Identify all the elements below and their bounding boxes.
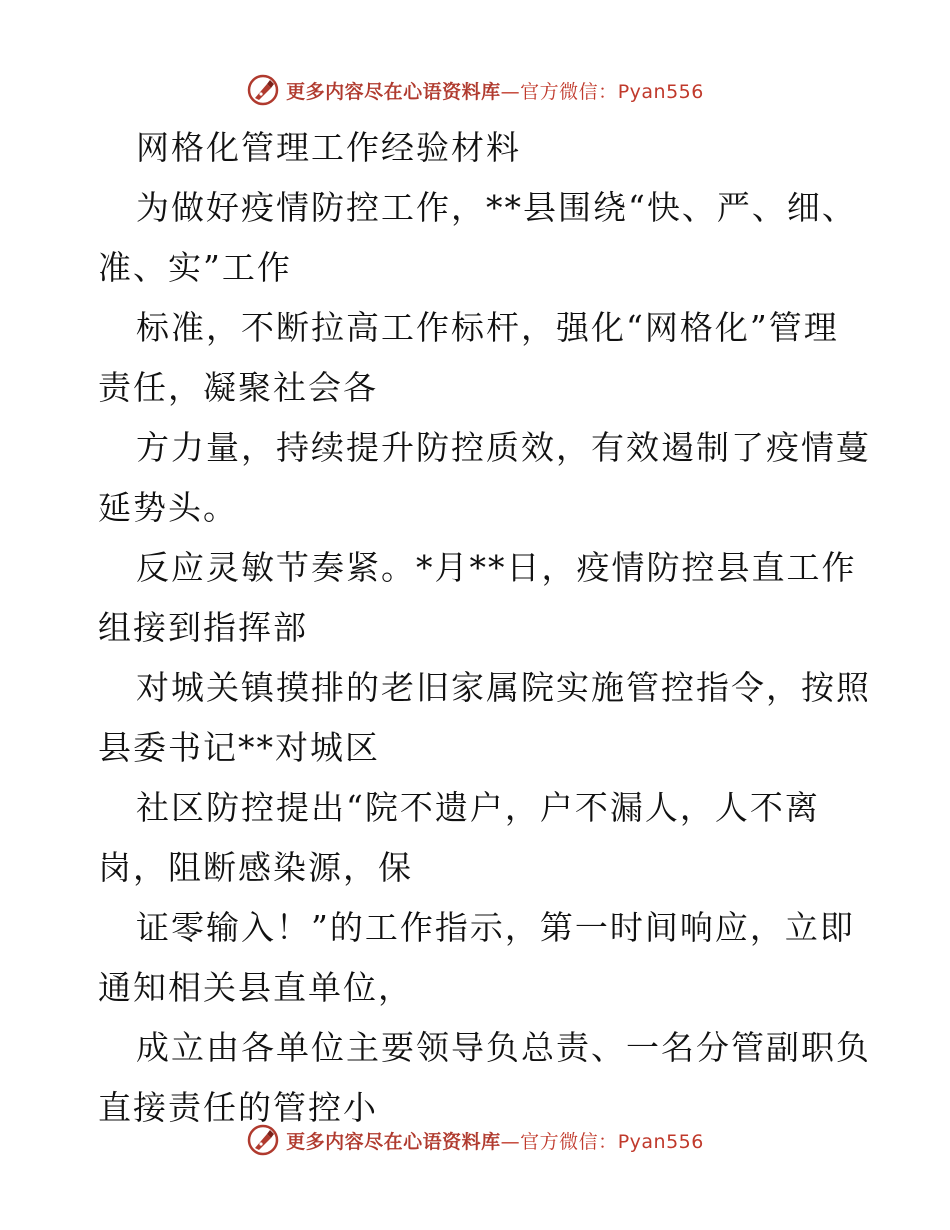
document-line: 证零输入！”的工作指示，第一时间响应，立即 bbox=[136, 908, 855, 947]
document-line: 对城关镇摸排的老旧家属院实施管控指令，按照 bbox=[136, 668, 871, 707]
document-line: 社区防控提出“院不遗户，户不漏人，人不离 bbox=[136, 788, 820, 827]
pen-nib-circle-logo-icon bbox=[246, 73, 280, 107]
document-line: 为做好疫情防控工作，**县围绕“快、严、细、 bbox=[136, 188, 857, 227]
document-line: 组接到指挥部 bbox=[98, 608, 308, 647]
footer-banner-text bbox=[286, 1127, 704, 1154]
header-banner-text bbox=[286, 77, 704, 104]
footer-brand-text: 更多内容尽在心语资料库 bbox=[286, 1130, 501, 1153]
document-line: 方力量，持续提升防控质效，有效遏制了疫情蔓 bbox=[136, 428, 871, 467]
pen-nib-circle-logo-icon bbox=[246, 1123, 280, 1157]
footer-banner bbox=[0, 1120, 950, 1160]
footer-banner-inner bbox=[246, 1123, 704, 1157]
document-line: 县委书记**对城区 bbox=[98, 728, 380, 767]
document-line: 准、实”工作 bbox=[98, 248, 292, 287]
document-title: 网格化管理工作经验材料 bbox=[136, 128, 521, 167]
header-banner bbox=[0, 70, 950, 110]
header-wechat-id: Pyan556 bbox=[617, 80, 704, 103]
footer-separator: — bbox=[500, 1130, 521, 1153]
footer-wechat-id: Pyan556 bbox=[617, 1130, 704, 1153]
document-line: 直接责任的管控小 bbox=[98, 1088, 378, 1127]
document-line: 延势头。 bbox=[98, 488, 238, 527]
document-body bbox=[98, 118, 871, 1138]
document-line: 反应灵敏节奏紧。*月**日，疫情防控县直工作 bbox=[136, 548, 857, 587]
header-brand-text: 更多内容尽在心语资料库 bbox=[286, 80, 501, 103]
header-separator: — bbox=[500, 80, 521, 103]
document-line: 通知相关县直单位， bbox=[98, 968, 413, 1007]
header-tail-text: 官方微信： bbox=[520, 80, 618, 103]
footer-tail-text: 官方微信： bbox=[520, 1130, 618, 1153]
header-banner-inner bbox=[246, 73, 704, 107]
document-line: 成立由各单位主要领导负总责、一名分管副职负 bbox=[136, 1028, 871, 1067]
document-line: 标准，不断拉高工作标杆，强化“网格化”管理 bbox=[136, 308, 839, 347]
document-line: 岗，阻断感染源，保 bbox=[98, 848, 413, 887]
document-line: 责任，凝聚社会各 bbox=[98, 368, 378, 407]
